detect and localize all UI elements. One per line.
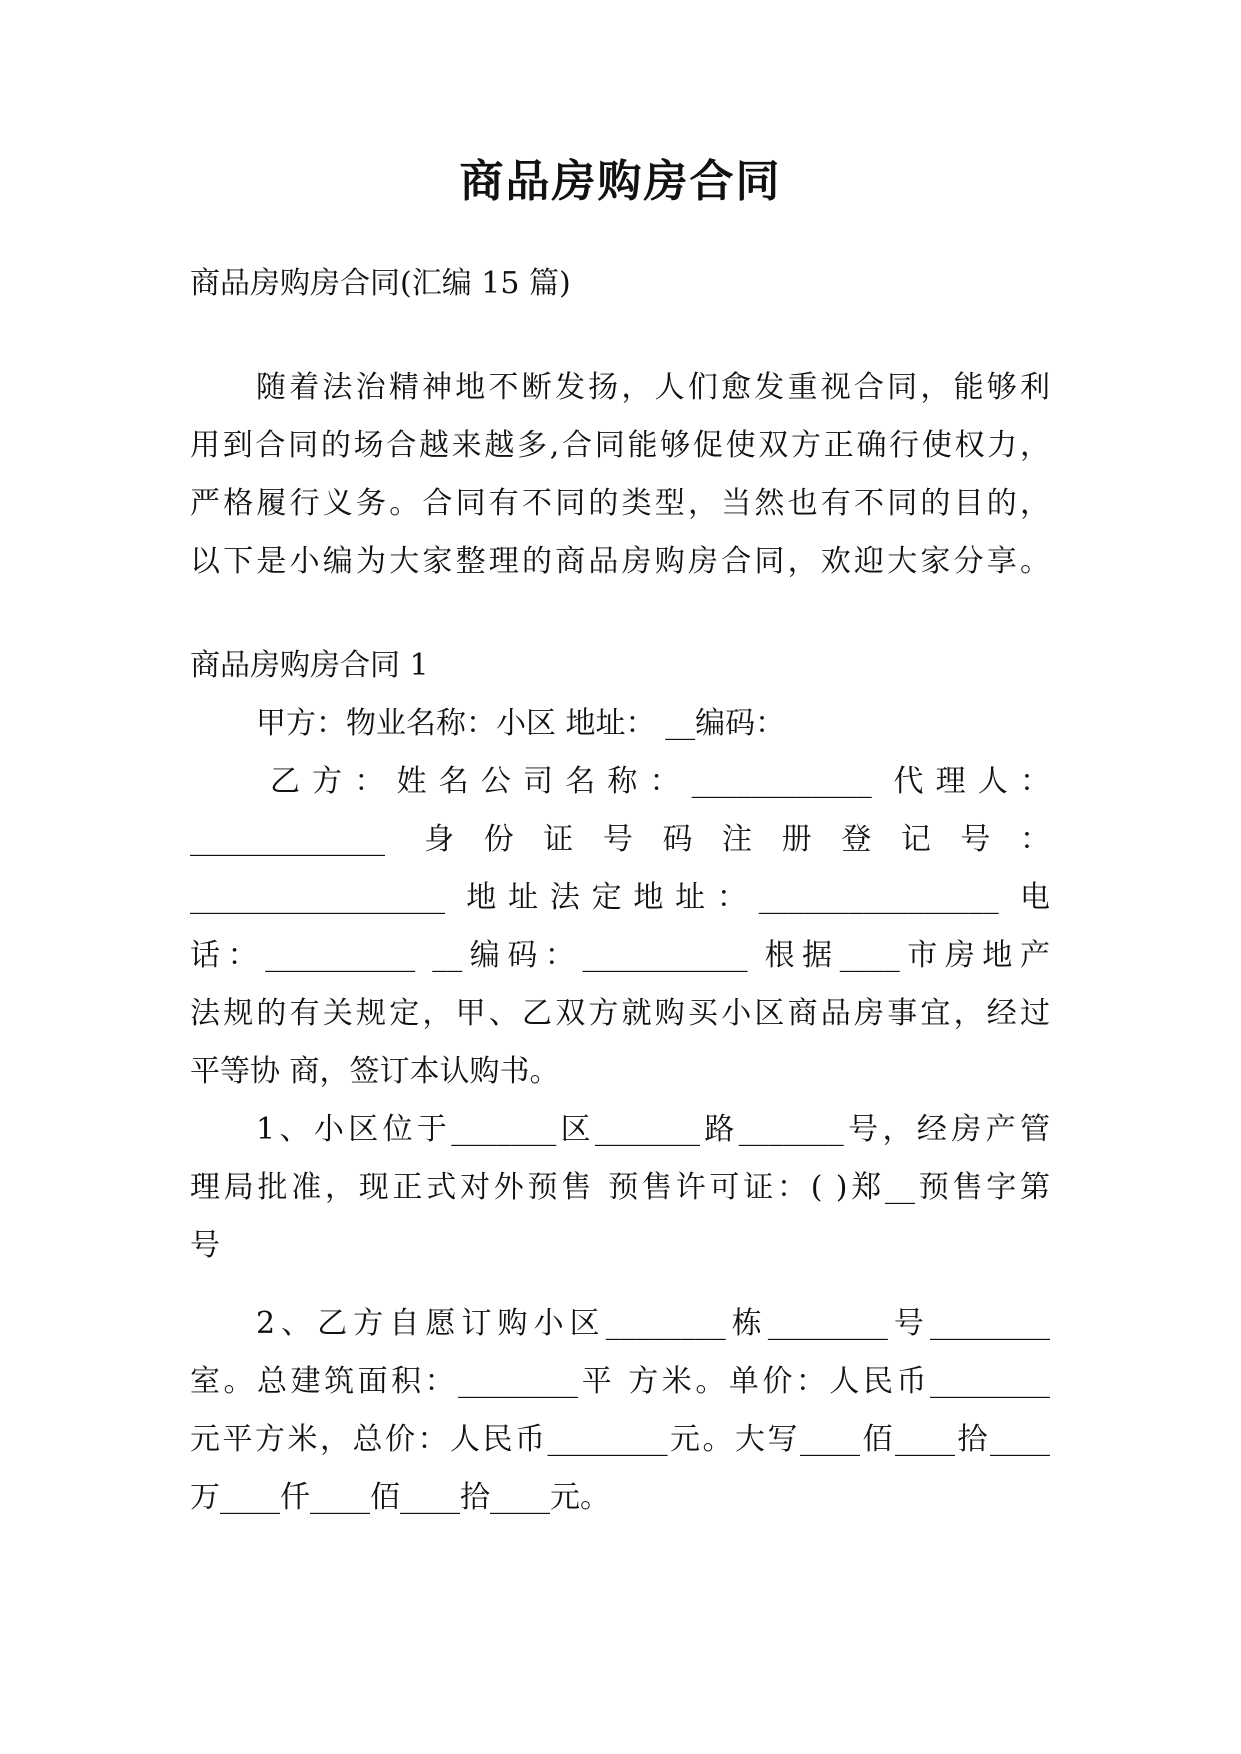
clause-line: 万____仟____佰____拾____元。	[190, 1480, 610, 1515]
clause-line: 2、乙方自愿订购小区________栋________号________	[256, 1306, 1050, 1341]
clause-line: 1、小区位于_______区_______路_______号，经房产管	[256, 1112, 1050, 1147]
party-b-line: _____________ 身份证号码注册登记号：	[190, 822, 1050, 857]
document-title: 商品房购房合同	[459, 156, 782, 207]
clause-line: 号	[190, 1228, 220, 1263]
section-heading: 商品房购房合同 1	[190, 648, 429, 683]
intro-line: 用到合同的场合越来越多,合同能够促使双方正确行使权力，	[190, 428, 1050, 463]
intro-line: 严格履行义务。合同有不同的类型，当然也有不同的目的，	[190, 486, 1050, 521]
clause-line: 室。总建筑面积：________平 方米。单价：人民币________	[190, 1364, 1050, 1399]
party-b-line: 法规的有关规定，甲、乙双方就购买小区商品房事宜，经过	[190, 996, 1050, 1031]
party-b-line: 平等协 商，签订本认购书。	[190, 1054, 560, 1089]
clause-line: 元平方米，总价：人民币________元。大写____佰____拾____	[190, 1422, 1050, 1457]
party-b-line: _________________ 地址法定地址：________________ 电	[190, 880, 1050, 915]
intro-line: 随着法治精神地不断发扬，人们愈发重视合同，能够利	[256, 370, 1050, 405]
intro-line: 以下是小编为大家整理的商品房购房合同，欢迎大家分享。	[190, 544, 1050, 579]
clause-line: 理局批准，现正式对外预售 预售许可证：( )郑__预售字第	[190, 1170, 1050, 1205]
party-b-line: 话：__________ __编码：___________ 根据____市房地产	[190, 938, 1050, 973]
party-a-line: 甲方：物业名称：小区 地址： __编码：	[256, 706, 786, 741]
document-subtitle: 商品房购房合同(汇编 15 篇)	[190, 266, 571, 301]
party-b-line: 乙方：姓名公司名称：____________ 代理人：	[270, 764, 1050, 799]
